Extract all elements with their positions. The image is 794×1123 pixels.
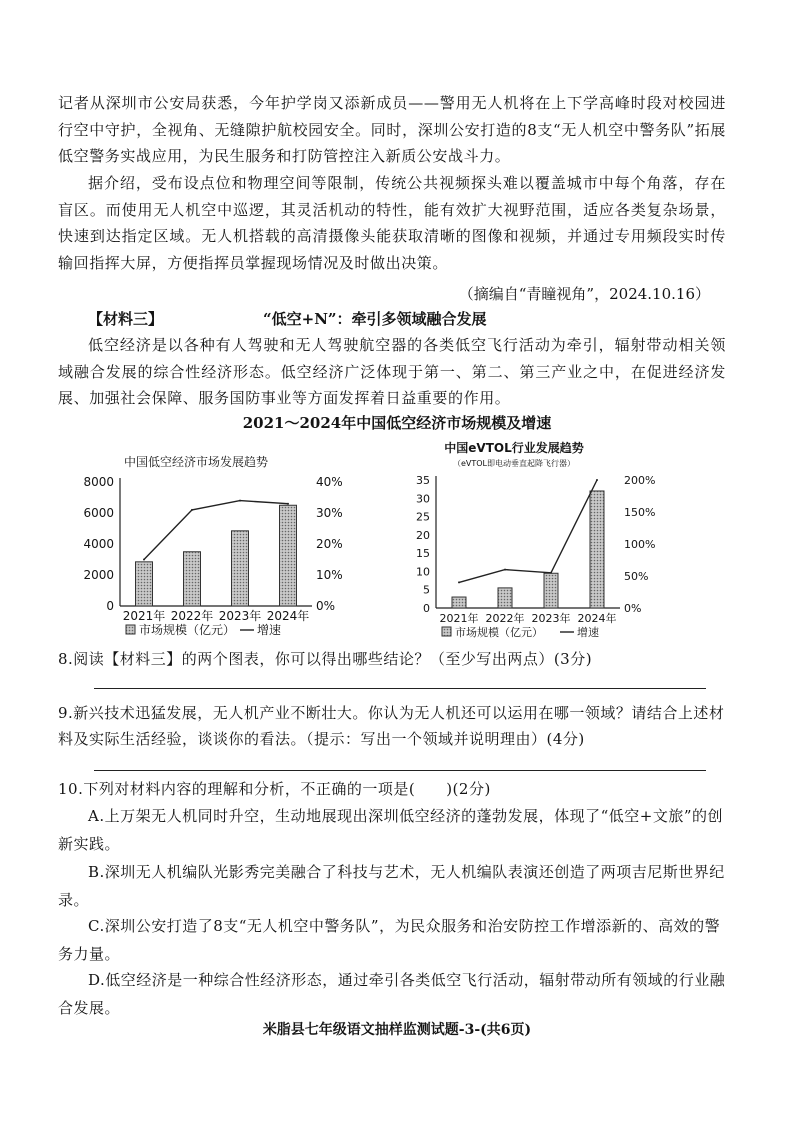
material2-source: （摘编自“青瞳视角”，2024.10.16） xyxy=(458,285,710,303)
growth-point xyxy=(239,500,241,502)
bar xyxy=(544,573,558,608)
y-tick-label: 2000 xyxy=(83,568,114,582)
x-tick-label: 2024年 xyxy=(577,612,617,625)
chart-title: 中国eVTOL行业发展趋势 xyxy=(444,441,584,455)
y-tick-label: 0 xyxy=(423,602,430,615)
answer-line-9[interactable] xyxy=(94,770,706,771)
y-tick-label: 15 xyxy=(416,547,430,561)
y2-tick-label: 100% xyxy=(624,538,656,551)
y-tick-label: 0 xyxy=(106,599,114,613)
y-tick-label: 10 xyxy=(416,565,430,579)
chart-title: 中国低空经济市场发展趋势 xyxy=(123,455,269,469)
x-tick-label: 2024年 xyxy=(266,609,310,623)
y-tick-label: 35 xyxy=(416,474,430,487)
bar xyxy=(184,552,201,606)
legend-line-label: 增速 xyxy=(257,623,282,637)
growth-point xyxy=(143,559,145,561)
evtol-industry-chart xyxy=(410,436,680,646)
y2-tick-label: 0% xyxy=(316,599,336,613)
option-a[interactable]: A.上万架无人机同时升空，生动地展现出深圳低空经济的蓬勃发展，体现了“低空+文旅”的创新实践。 xyxy=(58,807,724,853)
bar xyxy=(590,491,604,608)
material2-paragraph-2: 据介绍，受布设点位和物理空间等限制，传统公共视频探头难以覆盖城市中每个角落，存在盲区。而使用无人机空中巡逻，其灵活机动的特性，能有效扩大视野范围，适应各类复杂场景，快速到达指定区域。无人机搭载的高清摄像头能获取清晰的图像和视频，并通过专用频段实时传输回指挥大屏，方便指挥员掌握现场情况及时做出决策。 xyxy=(58,174,726,272)
y-tick-label: 5 xyxy=(423,583,430,597)
growth-point xyxy=(596,479,598,481)
charts-main-title: 2021～2024年中国低空经济市场规模及增速 xyxy=(242,414,552,432)
growth-line xyxy=(459,480,597,582)
y2-tick-label: 150% xyxy=(624,506,656,519)
y-tick-label: 8000 xyxy=(83,475,114,489)
legend-bar-label: 市场规模（亿元） xyxy=(455,626,543,639)
legend-bar-swatch xyxy=(442,627,451,636)
material2-paragraph-1: 记者从深圳市公安局获悉，今年护学岗又添新成员——警用无人机将在上下学高峰时段对校园进行空中守护，全视角、无缝隙护航校园安全。同时，深圳公安打造的8支“无人机空中警务队”拓展低空警务实战应用，为民生服务和打防管控注入新质公安战斗力。 xyxy=(58,94,726,165)
y-tick-label: 6000 xyxy=(83,506,114,520)
growth-point xyxy=(504,569,506,571)
y-tick-label: 30 xyxy=(416,492,430,506)
legend-bar-swatch xyxy=(126,625,135,634)
y-tick-label: 4000 xyxy=(83,537,114,551)
chart-subtitle: （eVTOL即电动垂直起降飞行器） xyxy=(452,459,576,468)
x-tick-label: 2022年 xyxy=(170,609,214,623)
y2-tick-label: 0% xyxy=(624,602,642,615)
y2-tick-label: 50% xyxy=(624,570,649,583)
growth-point xyxy=(458,581,460,583)
material3-title: “低空+N”：牵引多领域融合发展 xyxy=(263,310,487,328)
question-9: 9.新兴技术迅猛发展，无人机产业不断壮大。你认为无人机还可以运用在哪一领域？请结合上述材料及实际生活经验，谈谈你的看法。（提示：写出一个领域并说明理由）(4分) xyxy=(58,704,725,748)
page-footer: 米脂县七年级语文抽样监测试题-3-(共6页) xyxy=(262,1022,532,1038)
material3-paragraph: 低空经济是以各种有人驾驶和无人驾驶航空器的各类低空飞行活动为牵引，辐射带动相关领域融合发展的综合性经济形态。低空经济广泛体现于第一、第二、第三产业之中，在促进经济发展、加强社会保障、服务国防事业等方面发挥着日益重要的作用。 xyxy=(58,336,726,407)
material3-tag: 【材料三】 xyxy=(88,310,164,328)
x-tick-label: 2021年 xyxy=(122,609,166,623)
answer-line-8[interactable] xyxy=(94,688,706,689)
y2-tick-label: 40% xyxy=(316,475,343,489)
growth-point xyxy=(550,572,552,574)
option-c[interactable]: C.深圳公安打造了8支“无人机空中警务队”，为民众服务和治安防控工作增添新的、高效的警务力量。 xyxy=(58,917,721,963)
material3-header xyxy=(88,306,728,332)
legend-bar-label: 市场规模（亿元） xyxy=(139,623,236,637)
legend-line-label: 增速 xyxy=(577,626,599,639)
y2-tick-label: 10% xyxy=(316,568,343,582)
bar xyxy=(136,562,153,606)
y-tick-label: 20 xyxy=(416,528,430,542)
low-altitude-economy-chart xyxy=(80,440,380,645)
y-tick-label: 25 xyxy=(416,510,430,524)
x-tick-label: 2023年 xyxy=(531,612,571,625)
question-8: 8.阅读【材料三】的两个图表，你可以得出哪些结论？（至少写出两点）(3分) xyxy=(58,650,593,668)
option-d[interactable]: D.低空经济是一种综合性经济形态，通过牵引各类低空飞行活动，辐射带动所有领域的行业融合发展。 xyxy=(58,971,726,1017)
x-tick-label: 2023年 xyxy=(218,609,262,623)
bar xyxy=(232,531,249,606)
growth-point xyxy=(287,503,289,505)
option-b[interactable]: B.深圳无人机编队光影秀完美融合了科技与艺术，无人机编队表演还创造了两项吉尼斯世界纪录。 xyxy=(58,863,725,909)
bar xyxy=(452,597,466,608)
bar xyxy=(280,505,297,606)
y2-tick-label: 20% xyxy=(316,537,343,551)
y2-tick-label: 200% xyxy=(624,474,656,487)
x-tick-label: 2021年 xyxy=(439,612,479,625)
y2-tick-label: 30% xyxy=(316,506,343,520)
growth-point xyxy=(191,509,193,511)
bar xyxy=(498,588,512,608)
question-10: 10.下列对材料内容的理解和分析，不正确的一项是( )(2分) xyxy=(58,780,491,798)
x-tick-label: 2022年 xyxy=(485,612,525,625)
growth-line xyxy=(144,501,288,560)
